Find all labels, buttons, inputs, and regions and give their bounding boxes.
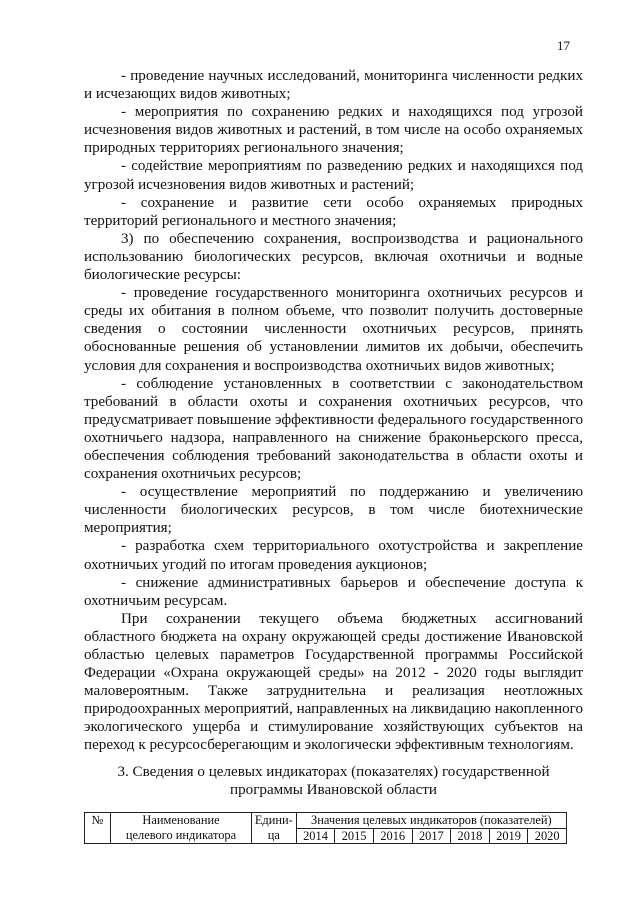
paragraph: - мероприятия по сохранению редких и находящихся под угрозой исчезновения видов животных и растений, в том числе на особо охраняемых природных территориях регионального значения; <box>84 104 583 157</box>
year-cell: 2015 <box>335 828 374 844</box>
header-name-line: целевого индикатора <box>125 827 237 842</box>
header-unit-line: ца <box>267 827 280 842</box>
section-heading-line: программы Ивановской области <box>230 782 437 799</box>
paragraph: - содействие мероприятиям по разведению редких и находящихся под угрозой исчезновения видов животных и растений; <box>84 158 583 193</box>
paragraph: При сохранении текущего объема бюджетных ассигнований областного бюджета на охрану окружающей среды достижение Ивановской областью целевых параметров Государственной программы Российской Федерации «Охрана окружающей среды» на 2012 - 2020 годы выглядит маловероятным. Также затруднительна и реализация неотложных природоохранных мероприятий, направленных на ликвидацию накопленного экологического ущерба и стимулирование хозяйствующих субъектов на переход к ресурсосберегающим и экологически эффективным технологиям. <box>84 610 583 754</box>
year-cell: 2017 <box>412 828 451 844</box>
paragraph: - разработка схем территориального охотустройства и закрепление охотничьих угодий по итогам проведения аукционов; <box>84 538 583 573</box>
header-num: № <box>85 813 111 844</box>
year-cell: 2020 <box>528 828 567 844</box>
header-name-line: Наименование <box>142 813 220 827</box>
header-unit <box>251 813 296 844</box>
section-heading-line: 3. Сведения о целевых индикаторах (показателях) государственной <box>117 764 550 780</box>
body-text <box>84 67 583 755</box>
section-heading <box>84 763 583 799</box>
page-number: 17 <box>557 38 570 53</box>
year-cell: 2014 <box>296 828 335 844</box>
paragraph: - сохранение и развитие сети особо охраняемых природных территорий регионального и местного значения; <box>84 194 583 229</box>
header-values: Значения целевых индикаторов (показателей) <box>296 813 566 829</box>
header-unit-line: Едини- <box>254 813 293 827</box>
year-cell: 2016 <box>373 828 412 844</box>
year-cell: 2019 <box>489 828 528 844</box>
paragraph: - соблюдение установленных в соответствии с законодательством требований в области охоты и сохранения охотничьих ресурсов, что предусматривает повышение эффективности федерального государственного охотничьего надзора, направленного на снижение браконьерского пресса, обеспечения соблюдения требований законодательства в области охоты и сохранения охотничьих ресурсов; <box>84 375 583 483</box>
header-name <box>111 813 252 844</box>
paragraph: - осуществление мероприятий по поддержанию и увеличению численности биологических ресурсов, в том числе биотехнические мероприятия; <box>84 484 583 537</box>
year-cell: 2018 <box>451 828 490 844</box>
table-header-row <box>85 813 567 829</box>
indicators-table <box>84 812 567 844</box>
paragraph: - снижение административных барьеров и обеспечение доступа к охотничьим ресурсам. <box>84 574 583 609</box>
paragraph: 3) по обеспечению сохранения, воспроизводства и рационального использованию биологических ресурсов, включая охотничьи и водные биологические ресурсы: <box>84 230 583 284</box>
paragraph: - проведение государственного мониторинга охотничьих ресурсов и среды их обитания в полном объеме, что позволит получить достоверные сведения о состоянии численности охотничьих ресурсов, принять обоснованные решения об установлении лимитов их добычи, обеспечить условия для сохранения и воспроизводства охотничьих видов животных; <box>84 285 583 374</box>
paragraph: - проведение научных исследований, мониторинга численности редких и исчезающих видов животных; <box>84 68 583 103</box>
